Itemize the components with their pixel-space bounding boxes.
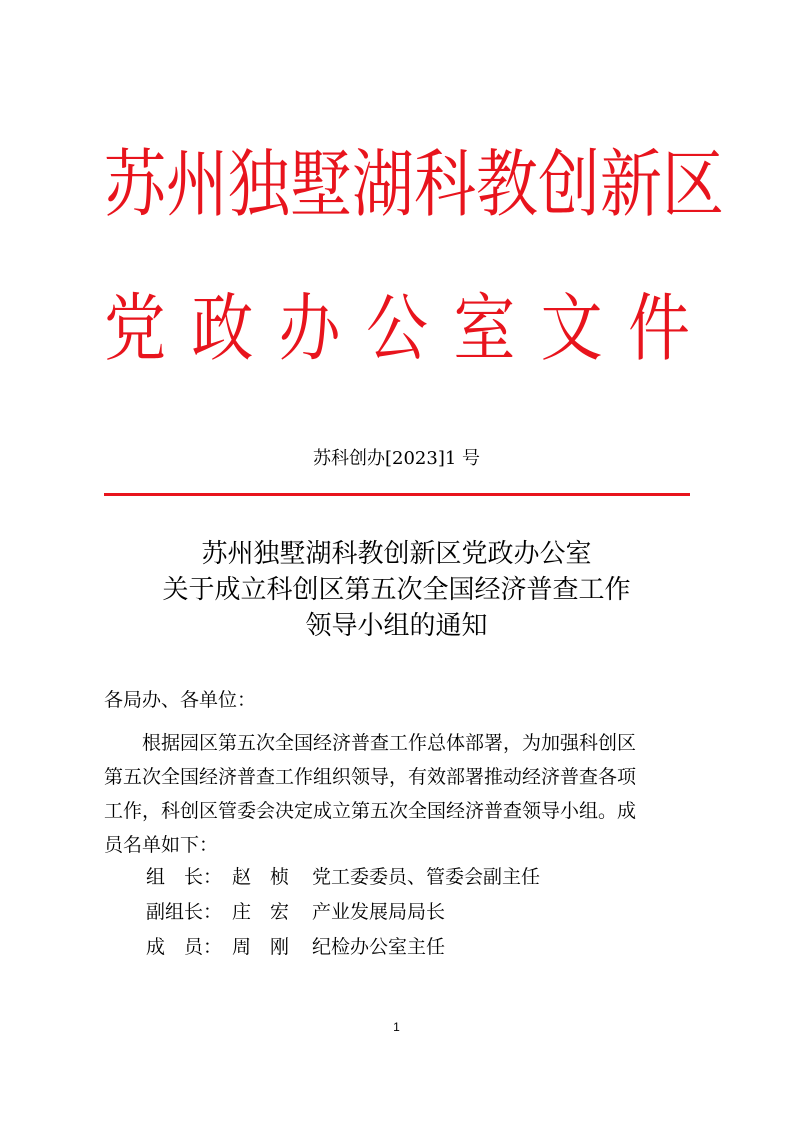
member-row-leader — [146, 862, 734, 889]
title-line-3: 领导小组的通知 — [305, 611, 488, 641]
member-row-member — [146, 932, 734, 959]
salutation: 各局办、各单位： — [104, 689, 257, 711]
page-number: 1 — [393, 1020, 400, 1034]
masthead-char: 文 — [540, 284, 603, 372]
masthead-char: 州 — [166, 140, 229, 228]
member-title: 产业发展局局长 — [312, 901, 446, 923]
member-name: 赵 桢 — [232, 866, 290, 888]
title-line-2: 关于成立科创区第五次全国经济普查工作 — [162, 575, 631, 605]
paragraph-line-2: 第五次全国经济普查工作组织领导，有效部署推动经济普查各项 — [104, 766, 637, 788]
masthead-char: 苏 — [104, 140, 167, 228]
paragraph-line-4: 员名单如下： — [104, 834, 219, 856]
masthead-char: 室 — [453, 284, 516, 372]
member-role: 副组长： — [146, 901, 223, 923]
masthead-line-2 — [104, 284, 690, 372]
member-name: 庄 宏 — [232, 901, 290, 923]
red-divider — [104, 493, 690, 496]
masthead-char: 教 — [476, 140, 539, 228]
title-line-1: 苏州独墅湖科教创新区党政办公室 — [201, 539, 592, 569]
body-paragraph — [104, 726, 692, 862]
masthead-char: 办 — [278, 284, 341, 372]
masthead-char: 新 — [600, 140, 663, 228]
member-name: 周 刚 — [232, 936, 290, 958]
masthead-char: 党 — [104, 284, 167, 372]
masthead-char: 墅 — [290, 140, 353, 228]
member-title: 党工委委员、管委会副主任 — [312, 866, 541, 888]
document-title — [0, 536, 793, 644]
document-number: 苏科创办[2023]1 号 — [312, 448, 481, 469]
masthead-char: 件 — [627, 284, 690, 372]
masthead-char: 政 — [191, 284, 254, 372]
masthead-char: 公 — [365, 284, 428, 372]
masthead-char: 湖 — [352, 140, 415, 228]
masthead-char: 独 — [228, 140, 291, 228]
masthead-char: 创 — [538, 140, 601, 228]
member-title: 纪检办公室主任 — [312, 936, 446, 958]
paragraph-line-1: 根据园区第五次全国经济普查工作总体部署，为加强科创区 — [104, 732, 637, 754]
member-role: 组 长： — [146, 866, 223, 888]
paragraph-line-3: 工作，科创区管委会决定成立第五次全国经济普查领导小组。成 — [104, 800, 637, 822]
member-row-deputy — [146, 897, 734, 924]
masthead-char: 科 — [414, 140, 477, 228]
member-role: 成 员： — [146, 936, 223, 958]
masthead-line-1 — [104, 140, 725, 228]
masthead-char: 区 — [662, 140, 725, 228]
